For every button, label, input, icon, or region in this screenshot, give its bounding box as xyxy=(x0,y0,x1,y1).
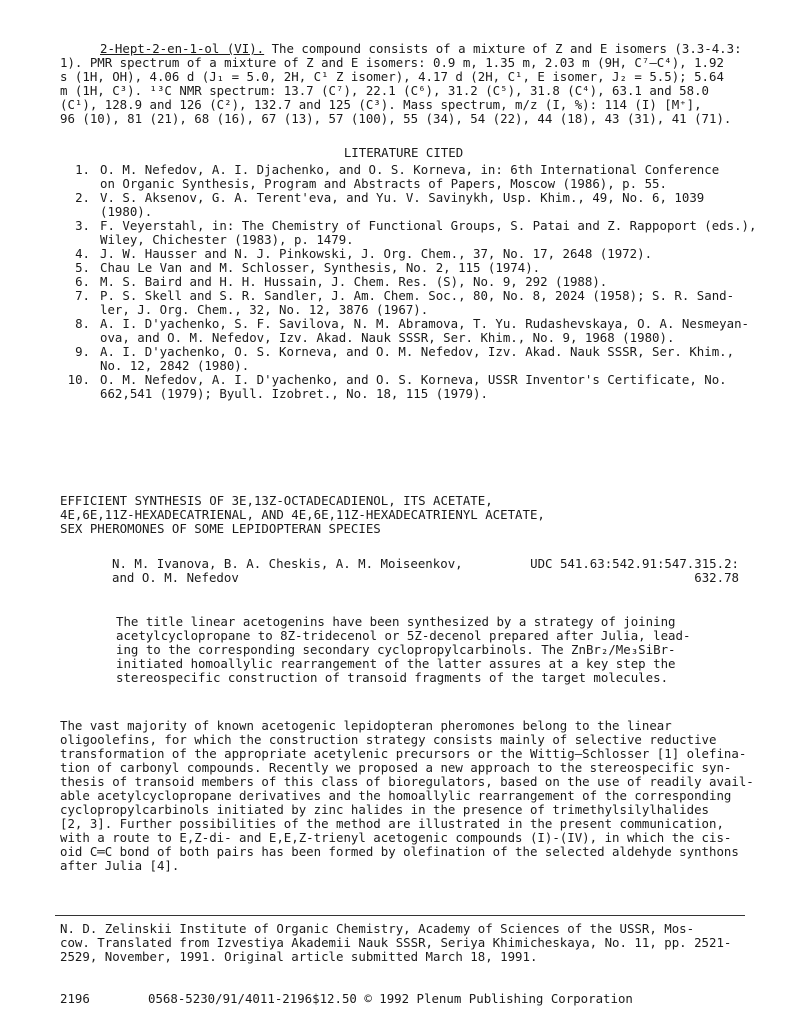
footnote: N. D. Zelinskii Institute of Organic Chemistry, Academy of Sciences of the USSR, Mos- cow. Translated from Izvestiya Akademii Nauk SSSR, Seriya Khimicheskaya, No. 11, pp. 2521- 2529, November, 1991. Original article submitted March 18, 1991. xyxy=(60,921,732,964)
reference-text: P. S. Skell and S. R. Sandler, J. Am. Chem. Soc., 80, No. 8, 2024 (1958); S. R. Sand- ler, J. Org. Chem., 32, No. 12, 3876 (1967). xyxy=(100,288,735,317)
abstract: The title linear acetogenins have been synthesized by a strategy of joining acetylcyclopropane to 8Z-tridecenol or 5Z-decenol prepared after Julia, lead- ing to the corresponding secondary cyclopropylcarbinols. The ZnBr₂/Me₃SiBr- initiated homoallylic rearrangement of the latter assures at a key step the stereospecific construction of transoid fragments of the target molecules. xyxy=(116,614,691,685)
reference-item xyxy=(60,219,760,247)
reference-item xyxy=(60,373,760,401)
reference-text: A. I. D'yachenko, O. S. Korneva, and O. M. Nefedov, Izv. Akad. Nauk SSSR, Ser. Khim., No. 12, 2842 (1980). xyxy=(100,344,735,373)
reference-item xyxy=(60,289,760,317)
reference-text: M. S. Baird and H. H. Hussain, J. Chem. Res. (S), No. 9, 292 (1988). xyxy=(100,274,608,289)
reference-text: A. I. D'yachenko, S. F. Savilova, N. M. Abramova, T. Yu. Rudashevskaya, O. A. Nesmeyan- ova, and O. M. Nefedov, Izv. Akad. Nauk SSSR, Ser. Khim., No. 9, 1968 (1980). xyxy=(100,316,750,345)
reference-number: 5. xyxy=(75,260,90,275)
reference-number: 4. xyxy=(75,246,90,261)
reference-item xyxy=(60,191,760,219)
reference-number: 9. xyxy=(75,344,90,359)
reference-item xyxy=(60,345,760,373)
copyright-line: 0568-5230/91/4011-2196$12.50 © 1992 Plenum Publishing Corporation xyxy=(148,991,633,1006)
body-text: The vast majority of known acetogenic lepidopteran pheromones belong to the linear oligoolefins, for which the construction strategy consists mainly of selective reductive transformation of the appropriate acetylenic precursors or the Wittig—Schlosser [1] olefina- tion of carbonyl compounds. Recently we proposed a new approach to the stereospecific syn- thesis of transoid members of this class of bioregulators, based on the use of readily avail- able acetylcyclopropane derivatives and the homoallylic rearrangement of the corresponding cyclopropylcarbinols initiated by zinc halides in the presence of trimethylsilylhalides [2, 3]. Further possibilities of the method are illustrated in the present communication, with a route to E,Z-di- and E,E,Z-trienyl acetogenic compounds (I)-(IV), in which the cis- oid C═C bond of both pairs has been formed by olefination of the selected aldehyde synthons after Julia [4]. xyxy=(60,718,754,873)
compound-description xyxy=(60,42,780,126)
reference-number: 10. xyxy=(67,372,90,387)
reference-text: V. S. Aksenov, G. A. Terent'eva, and Yu. V. Savinykh, Usp. Khim., 49, No. 6, 1039 (1980). xyxy=(100,190,705,219)
reference-text: Chau Le Van and M. Schlosser, Synthesis, No. 2, 115 (1974). xyxy=(100,260,541,275)
literature-heading: LITERATURE CITED xyxy=(343,145,464,160)
reference-text: F. Veyerstahl, in: The Chemistry of Functional Groups, S. Patai and Z. Rappoport (eds.), Wiley, Chichester (1983), p. 1479. xyxy=(100,218,757,247)
reference-number: 1. xyxy=(75,162,90,177)
reference-number: 2. xyxy=(75,190,90,205)
reference-list xyxy=(60,163,760,401)
compound-spectra: The compound consists of a mixture of Z and E isomers (3.3-4.3: 1). PMR spectrum of a mixture of Z and E isomers: 0.9 m, 1.35 m, 2.03 m (9H, C⁷—C⁴), 1.92 s (1H, OH), 4.06 d (J₁ = 5.0, 2H, C¹ Z isomer), 4.17 d (2H, C¹, E isomer, J₂ = 5.5); 5.64 m (1H, C³). ¹³C NMR spectrum: 13.7 (C⁷), 22.1 (C⁶), 31.2 (C⁵), 31.8 (C⁴), 63.1 and 58.0 (C¹), 128.9 and 126 (C²), 132.7 and 125 (C³). Mass spectrum, m/z (I, %): 114 (I) [M⁺], 96 (10), 81 (21), 68 (16), 67 (13), 57 (100), 55 (34), 54 (22), 44 (18), 43 (31), 41 (71). xyxy=(60,41,742,126)
page-number: 2196 xyxy=(60,991,90,1006)
footnote-divider xyxy=(55,915,745,916)
udc-code: UDC 541.63:542.91:547.315.2: 632.78 xyxy=(530,556,739,585)
reference-item xyxy=(60,261,760,275)
reference-item xyxy=(60,163,760,191)
reference-number: 3. xyxy=(75,218,90,233)
reference-text: O. M. Nefedov, A. I. Djachenko, and O. S. Korneva, in: 6th International Conference on Organic Synthesis, Program and Abstracts of Papers, Moscow (1986), p. 55. xyxy=(100,162,720,191)
article-title: EFFICIENT SYNTHESIS OF 3E,13Z-OCTADECADIENOL, ITS ACETATE, 4E,6E,11Z-HEXADECATRIENAL, AND 4E,6E,11Z-HEXADECATRIENYL ACETATE, SEX PHEROMONES OF SOME LEPIDOPTERAN SPECIES xyxy=(60,493,545,536)
article-authors: N. M. Ivanova, B. A. Cheskis, A. M. Moiseenkov, and O. M. Nefedov xyxy=(112,556,463,585)
reference-number: 7. xyxy=(75,288,90,303)
reference-item xyxy=(60,317,760,345)
reference-item xyxy=(60,275,760,289)
reference-item xyxy=(60,247,760,261)
reference-number: 8. xyxy=(75,316,90,331)
compound-title: 2-Hept-2-en-1-ol (VI). xyxy=(100,41,265,56)
reference-number: 6. xyxy=(75,274,90,289)
reference-text: J. W. Hausser and N. J. Pinkowski, J. Org. Chem., 37, No. 17, 2648 (1972). xyxy=(100,246,653,261)
reference-text: O. M. Nefedov, A. I. D'yachenko, and O. S. Korneva, USSR Inventor's Certificate, No. 662,541 (1979); Byull. Izobret., No. 18, 115 (1979). xyxy=(100,372,727,401)
